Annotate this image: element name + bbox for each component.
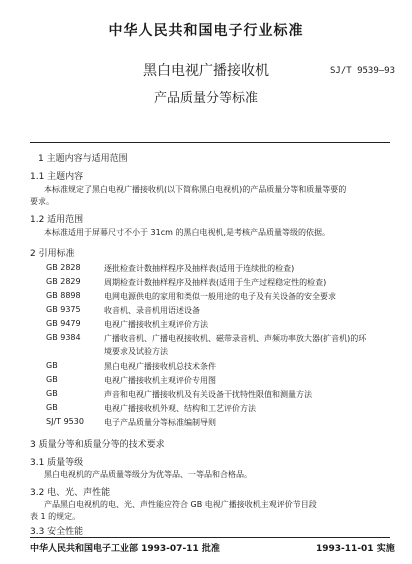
ref-description: 电视广播接收机外观、结构和工艺评价方法	[104, 404, 256, 413]
ref-code: GB 8898	[46, 291, 81, 300]
ref-description: 广播收音机、广播电视接收机、磁带录音机、声频功率放大器(扩音机)的环	[104, 334, 367, 343]
section-2-heading: 2 引用标准	[30, 249, 75, 259]
ref-code: GB 9375	[46, 305, 81, 314]
section-3-1-heading: 3.1 质量等级	[30, 458, 84, 468]
section-3-2-text-line2: 表 1 的规定。	[30, 512, 81, 521]
section-1-heading: 1 主题内容与适用范围	[38, 154, 128, 164]
ref-description: 逐批检查计数抽样程序及抽样表(适用于连续批的检查)	[104, 264, 295, 273]
ref-description: 电视广播接收机主观评价方法	[104, 320, 208, 329]
section-1-1-heading: 1.1 主题内容	[30, 172, 84, 182]
section-3-2-text-line1: 产品黑白电视机的电、光、声性能应符合 GB 电视广播接收机主观评价节目段	[44, 500, 317, 509]
ref-code: GB	[46, 403, 58, 412]
footer-divider	[30, 537, 390, 538]
ref-code: GB 9479	[46, 319, 81, 328]
approval-info: 中华人民共和国电子工业部 1993-07-11 批准	[30, 544, 220, 554]
section-1-1-text-line2: 要求。	[30, 197, 54, 206]
ref-code: GB	[46, 361, 58, 370]
ref-description: 电视广播接收机主观评价专用图	[104, 376, 216, 385]
ref-description: 收音机、录音机用语述设备	[104, 306, 200, 315]
section-3-2-heading: 3.2 电、光、声性能	[30, 488, 111, 498]
ref-description-continued: 境要求及试验方法	[104, 347, 168, 356]
issuing-authority-header: 中华人民共和国电子行业标准	[108, 23, 304, 39]
ref-code: GB 2829	[46, 277, 81, 286]
ref-code: GB	[46, 375, 58, 384]
ref-code: GB 2828	[46, 263, 81, 272]
ref-description: 电子产品质量分等标准编制导则	[104, 418, 216, 427]
title-divider	[30, 142, 390, 143]
ref-code: GB 9384	[46, 333, 81, 342]
ref-description: 电网电源供电的家用和类似一般用途的电子及有关设备的安全要求	[104, 292, 336, 301]
ref-code: SJ/T 9530	[46, 417, 84, 426]
standard-title-line2: 产品质量分等标准	[153, 91, 258, 106]
ref-code: GB	[46, 389, 58, 398]
section-1-1-text-line1: 本标准规定了黑白电视广播接收机(以下简称黑白电视机)的产品质量分等和质量等要的	[44, 185, 347, 194]
section-3-heading: 3 质量分等和质量分等的技术要求	[30, 440, 165, 450]
section-1-2-text: 本标准适用于屏幕尺寸不小于 31cm 的黑白电视机,是考核产品质量等级的依据。	[44, 228, 330, 237]
section-1-2-heading: 1.2 适用范围	[30, 215, 84, 225]
standard-number: SJ/T 9539—93	[330, 66, 396, 76]
ref-description: 声音和电视广播接收机及有关设备干扰特性限值和测量方法	[104, 390, 312, 399]
standard-title-line1: 黑白电视广播接收机	[143, 63, 269, 79]
section-3-1-text: 黑白电视机的产品质量等级分为优等品、一等品和合格品。	[44, 470, 252, 479]
implementation-date: 1993-11-01 实施	[316, 544, 395, 554]
section-3-3-heading: 3.3 安全性能	[30, 527, 84, 537]
ref-description: 黑白电视广播接收机总技术条件	[104, 362, 216, 371]
ref-description: 周期检查计数抽样程序及抽样表(适用于生产过程稳定性的检查)	[104, 278, 327, 287]
